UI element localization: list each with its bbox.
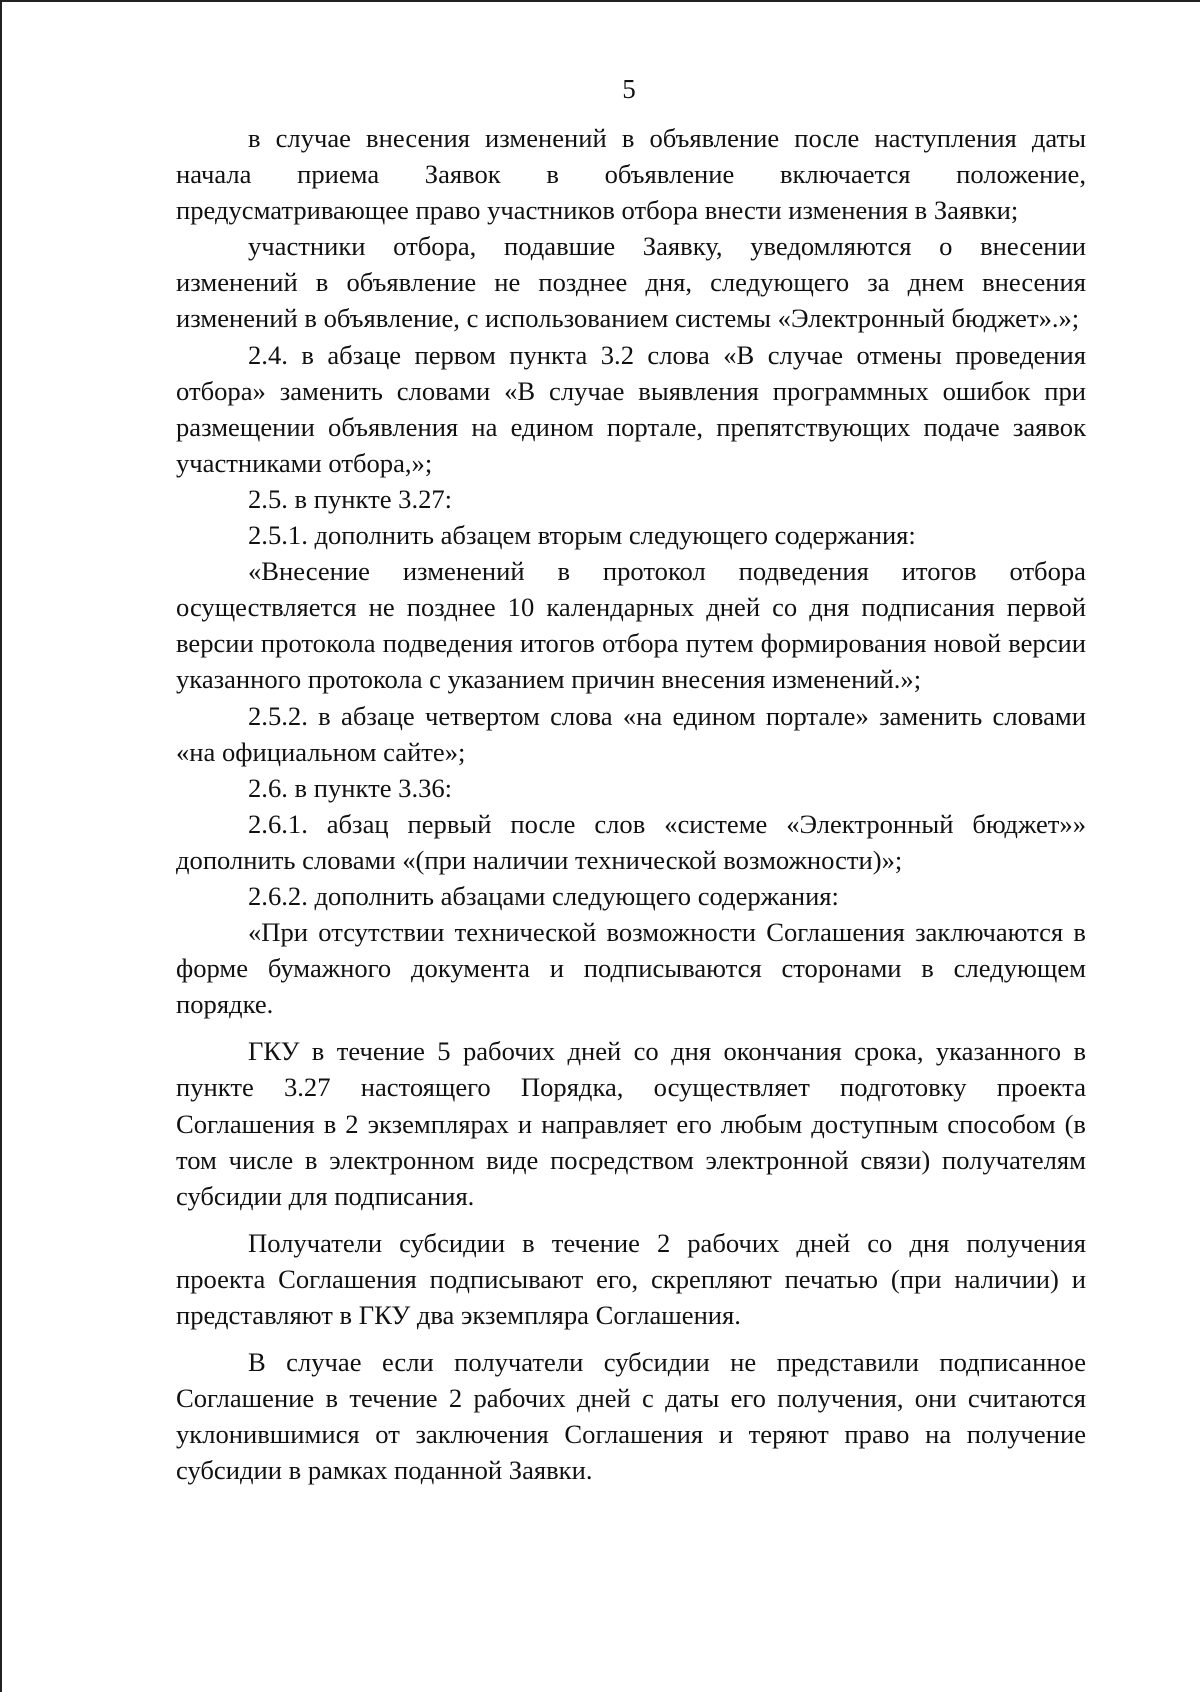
page-number: 5	[622, 74, 636, 104]
paragraph: Получатели субсидии в течение 2 рабочих дней со дня получения проекта Соглашения подписывают его, скрепляют печатью (при наличии) и представляют в ГКУ два экземпляра Соглашения.	[176, 1227, 1086, 1330]
paragraph: «Внесение изменений в протокол подведения итогов отбора осуществляется не позднее 10 календарных дней со дня подписания первой версии протокола подведения итогов отбора путем формирования новой версии указанного протокола с указанием причин внесения изменений.»;	[176, 556, 1086, 695]
paragraph: 2.6. в пункте 3.36:	[248, 772, 453, 803]
paragraph: 2.5.2. в абзаце четвертом слова «на едином портале» заменить словами «на официальном сайте»;	[176, 700, 1086, 767]
paragraph: 2.5. в пункте 3.27:	[248, 483, 453, 514]
paragraph: В случае если получатели субсидии не представили подписанное Соглашение в течение 2 рабочих дней с даты его получения, они считаются уклонившимися от заключения Соглашения и теряют право на получение субсидии в рамках поданной Заявки.	[176, 1347, 1086, 1486]
paragraph: участники отбора, подавшие Заявку, уведомляются о внесении изменений в объявление не позднее дня, следующего за днем внесения изменений в объявление, с использованием системы «Электронный бюджет».»;	[176, 231, 1086, 334]
paragraph: ГКУ в течение 5 рабочих дней со дня окончания срока, указанного в пункте 3.27 настоящего Порядка, осуществляет подготовку проекта Соглашения в 2 экземплярах и направляет его любым доступным способом (в том числе в электронном виде посредством электронной связи) получателям субсидии для подписания.	[176, 1036, 1086, 1211]
paragraph: «При отсутствии технической возможности Соглашения заключаются в форме бумажного документа и подписываются сторонами в следующем порядке.	[176, 917, 1086, 1020]
paragraph: в случае внесения изменений в объявление после наступления даты начала приема Заявок в объявление включается положение, предусматривающее право участников отбора внести изменения в Заявки;	[176, 123, 1086, 226]
paragraph: 2.5.1. дополнить абзацем вторым следующего содержания:	[248, 520, 916, 551]
document-body	[176, 120, 1086, 1488]
paragraph: 2.6.1. абзац первый после слов «системе «Электронный бюджет»» дополнить словами «(при наличии технической возможности)»;	[176, 808, 1086, 875]
paragraph: 2.4. в абзаце первом пункта 3.2 слова «В случае отмены проведения отбора» заменить словами «В случае выявления программных ошибок при размещении объявления на едином портале, препятствующих подаче заявок участниками отбора,»;	[176, 339, 1086, 478]
paragraph: 2.6.2. дополнить абзацами следующего содержания:	[248, 880, 839, 911]
